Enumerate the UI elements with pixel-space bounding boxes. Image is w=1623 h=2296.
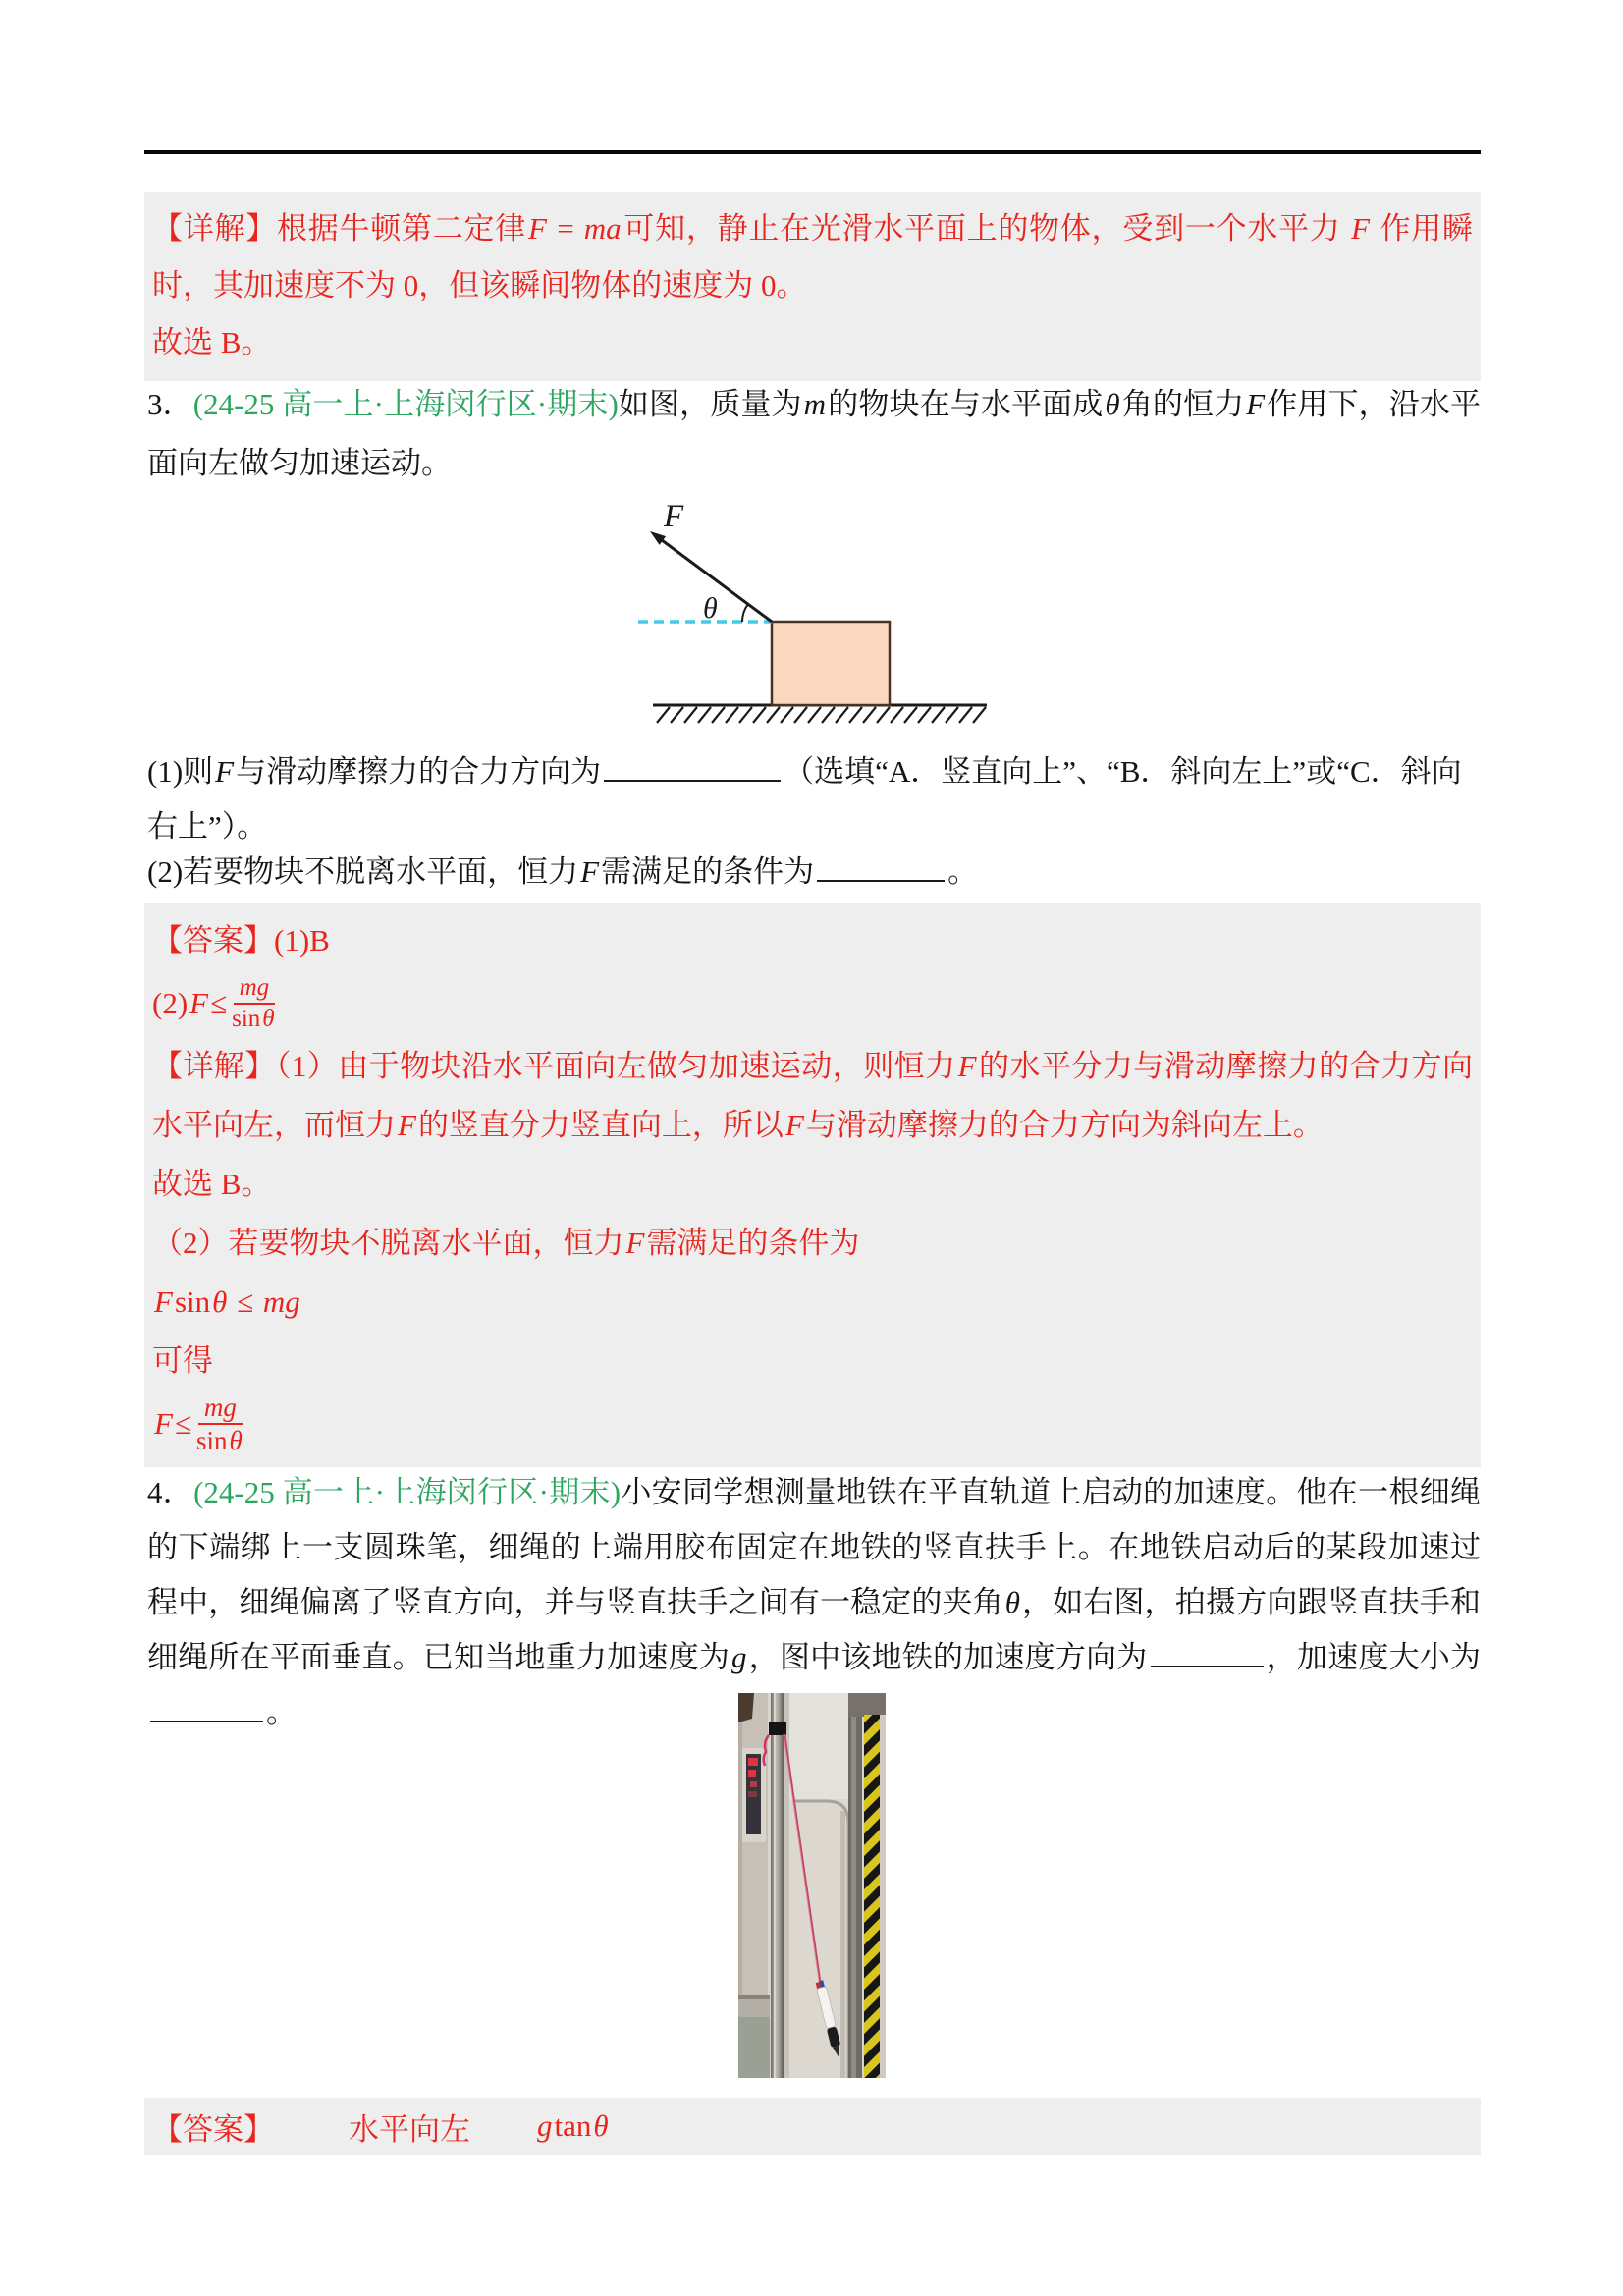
question-3-sub2: (2)若要物块不脱离水平面，恒力F需满足的条件为 。 bbox=[147, 845, 1481, 900]
tape-attachment bbox=[769, 1722, 786, 1735]
var-F: F bbox=[1246, 387, 1266, 421]
derive-line: 可得 bbox=[152, 1343, 213, 1378]
angle-label: θ bbox=[703, 592, 718, 625]
answer-choice: 故选 B。 bbox=[152, 1167, 272, 1201]
formula-F-leq-mg-over-sintheta: F ≤ $\frac{mg}{\sin\theta}$ bbox=[189, 974, 275, 1032]
subway-photo bbox=[738, 1693, 886, 2078]
angle-arc bbox=[742, 604, 748, 622]
question-3-number: 3． bbox=[147, 387, 193, 421]
question-3-source-tag: (24-25 高一上·上海闵行区·期末) bbox=[192, 387, 619, 421]
explanation-paragraph-1: 【详解】（1）由于物块沿水平面向左做匀加速运动，则恒力F的水平分力与滑动摩擦力的合力方向水平向左，而恒力F的竖直分力竖直向上，所以F与滑动摩擦力的合力方向为斜向左上。 bbox=[152, 1049, 1474, 1142]
question-4-source-tag: (24-25 高一上·上海闵行区·期末) bbox=[193, 1475, 622, 1509]
force-label: F bbox=[664, 499, 684, 534]
var-g: g bbox=[731, 1640, 747, 1674]
ground-hatching bbox=[657, 707, 986, 723]
question-4-number: 4． bbox=[147, 1475, 194, 1509]
explanation-paragraph-2: （2）若要物块不脱离水平面，恒力F需满足的条件为 bbox=[152, 1226, 860, 1260]
var-F: F bbox=[215, 754, 235, 789]
answer-blank-direction bbox=[1151, 1634, 1264, 1667]
question-3-sub1: (1)则F与滑动摩擦力的合力方向为 （选填“A．竖直向上”、“B．斜向左上”或“C．斜向右上”）。 bbox=[147, 744, 1481, 854]
answer-block-q3 bbox=[144, 903, 1481, 1467]
explanation-paragraph: 【详解】根据牛顿第二定律F = ma可知，静止在光滑水平面上的物体，受到一个水平力 F 作用瞬时，其加速度不为 0，但该瞬间物体的速度为 0。 bbox=[152, 211, 1474, 302]
answer-label: 【答案】 bbox=[152, 2111, 274, 2147]
vertical-handrail-pole bbox=[771, 1693, 784, 2078]
answer-line-2: (2) F ≤ $\frac{mg}{\sin\theta}$ bbox=[152, 974, 275, 1032]
var-m: m bbox=[803, 387, 827, 421]
var-F: F bbox=[580, 854, 600, 889]
answer-blank-magnitude bbox=[150, 1689, 263, 1722]
explanation-block-q2 bbox=[144, 192, 1481, 381]
inequality-line: Fsinθ ≤ mg bbox=[154, 1285, 300, 1319]
formula-F-leq-mg-over-sintheta: F ≤ $\frac{mg}{\sin\theta}$ bbox=[154, 1392, 243, 1455]
answer-line-1: 【答案】(1)B bbox=[152, 923, 330, 957]
question-4-stem: 4．(24-25 高一上·上海闵行区·期末)小安同学想测量地铁在平直轨道上启动的加速度。他在一根细绳的下端绑上一支圆珠笔，细绳的上端用胶布固定在地铁的竖直扶手上。在地铁启动后的某段加速过程中，细绳偏离了竖直方向，并与竖直扶手之间有一稳定的夹角θ，如右图，拍摄方向跟竖直扶手和细绳所在平面垂直。已知当地重力加速度为g，图中该地铁的加速度方向为 ，加速度大小为。 bbox=[147, 1475, 1482, 1729]
force-diagram bbox=[628, 489, 1001, 735]
final-formula-line bbox=[152, 1391, 1473, 1457]
door-top-frame bbox=[848, 1693, 886, 1717]
top-left-shadow bbox=[738, 1693, 754, 1722]
question-3-stem: 3．(24-25 高一上·上海闵行区·期末)如图，质量为m的物块在与水平面成θ角的恒力F作用下，沿水平面向左做匀加速运动。 bbox=[147, 387, 1482, 480]
formula-f-ma: F = ma bbox=[527, 211, 622, 246]
var-F: F bbox=[1351, 211, 1371, 246]
var-theta: θ bbox=[1105, 387, 1120, 421]
answer-direction: 水平向左 bbox=[349, 2111, 470, 2147]
header-rule bbox=[144, 150, 1481, 154]
detail-label: 【详解】 bbox=[152, 211, 277, 246]
answer-magnitude: gtanθ bbox=[537, 2108, 609, 2143]
answer-label: 【答案】 bbox=[152, 923, 274, 957]
block bbox=[772, 622, 890, 705]
answer-choice: 故选 B。 bbox=[152, 325, 272, 359]
detail-label: 【详解】 bbox=[152, 1049, 276, 1083]
display-led bbox=[748, 1758, 758, 1766]
hazard-stripe-tape bbox=[864, 1715, 880, 2078]
var-theta: θ bbox=[1004, 1585, 1020, 1619]
answer-blank-2 bbox=[817, 848, 945, 882]
answer-block-q4 bbox=[144, 2098, 1481, 2155]
answer-blank-1 bbox=[604, 748, 781, 782]
